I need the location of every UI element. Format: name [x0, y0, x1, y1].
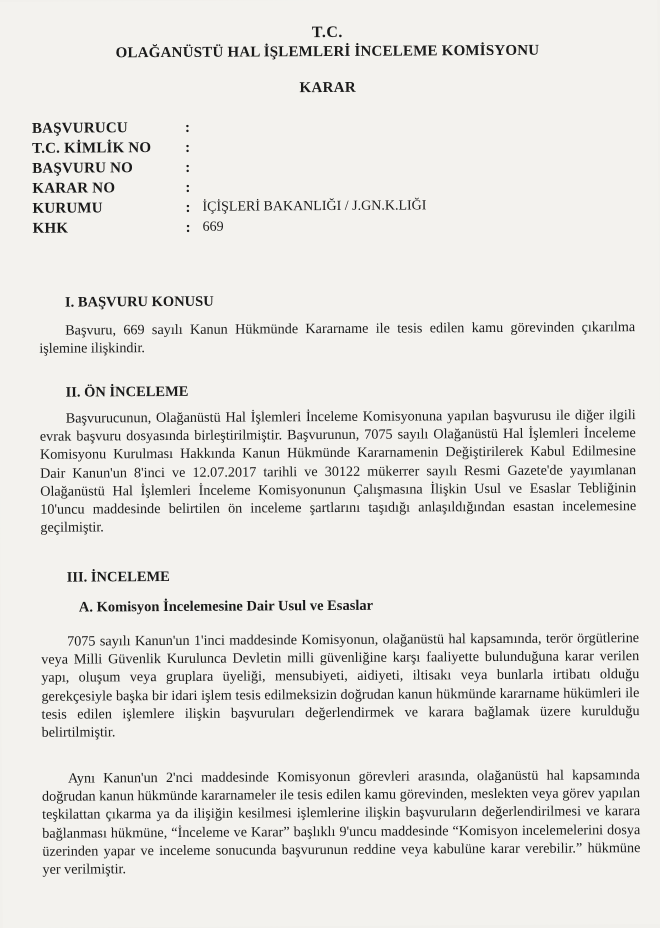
metadata-row-khk [33, 215, 593, 238]
metadata-label: T.C. KİMLİK NO [32, 140, 152, 157]
metadata-colon: : [184, 119, 190, 136]
paragraph-text: 7075 sayılı Kanun'un 1'inci maddesinde Komisyonun, olağanüstü hal kapsamında, terör örgütlerine veya Milli Güvenlik Kurulunca Devletin milli güvenliğine karşı faaliyette bulunduğuna karar verilen yapı, oluşum veya gruplara üyeliği, mensubiyeti, aidiyeti, iltisakı veya bunlarla irtibatı olduğu gerekçesiyle başka bir idari işlem tesis edilmeksizin doğrudan kanun hükmünde kararname hükümleri ile tesis edilen işlemlere ilişkin başvuruları değerlendirmek ve karara bağlamak üzere kurulduğu belirtilmiştir. [41, 630, 640, 741]
header-doc-type: KARAR [299, 79, 357, 97]
paragraph-text: Aynı Kanun'un 2'nci maddesinde Komisyonun görevleri arasında, olağanüstü hal kapsamında doğrudan kanun hükmünde kararnameler ile tesis edilen kamu görevinden, meslekten veya görev yapılan teşkilattan çıkarma ya da ilişiğin kesilmesi işlemlerine ilişkin başvuruların değerlendirilmesi ve karara bağlanması hükmüne, “İnceleme ve Karar” başlıklı 9'uncu maddesinde “Komisyon incelemelerini dosya üzerinden yapar ve inceleme sonucunda başvurunun reddine veya kabulüne karar verebilir.” hükmüne yer verilmiştir. [41, 767, 641, 878]
metadata-value: 669 [202, 219, 224, 235]
metadata-block [32, 115, 593, 238]
metadata-colon: : [185, 179, 191, 196]
paragraph-application-subject [39, 318, 635, 358]
metadata-label: KHK [32, 220, 69, 237]
metadata-label: KURUMU [32, 200, 103, 217]
paragraph-preliminary-review [40, 406, 637, 537]
metadata-colon: : [185, 139, 191, 156]
metadata-label: BAŞVURU NO [32, 160, 134, 177]
section-title-application-subject: I. BAŞVURU KONUSU [64, 293, 214, 311]
metadata-label: BAŞVURUCU [31, 120, 128, 137]
subsection-title-procedures: A. Komisyon İncelemesine Dair Usul ve Esaslar [78, 597, 374, 616]
metadata-colon: : [185, 219, 191, 236]
header-tc: T.C. [311, 23, 343, 42]
metadata-label: KARAR NO [32, 180, 116, 197]
paragraph-procedures-1 [41, 629, 640, 742]
paragraph-text: Başvuru, 669 sayılı Kanun Hükmünde Kararname ile tesis edilen kamu görevinden çıkarılma işlemine ilişkindir. [39, 319, 636, 357]
section-title-preliminary-review: II. ÖN İNCELEME [65, 383, 189, 401]
section-title-review: III. İNCELEME [66, 568, 170, 586]
paragraph-procedures-2 [42, 766, 641, 879]
metadata-value: İÇİŞLERİ BAKANLIĞI / J.GN.K.LIĞI [202, 198, 427, 215]
metadata-colon: : [185, 159, 191, 176]
paragraph-text: Başvurucunun, Olağanüstü Hal İşlemleri İnceleme Komisyonuna yapılan başvurusu ile diğer ilgili evrak başvuru dosyasında birleştirilmiştir. Başvurunun, 7075 sayılı Olağanüstü Hal İşlemleri İnceleme Komisyonu Kurulması Hakkında Kanun Hükmünde Kararnamenin Değiştirilerek Kabul Edilmesine Dair Kanun'un 8'inci ve 12.07.2017 tarihli ve 30122 mükerrer sayılı Resmi Gazete'de yayımlanan Olağanüstü Hal İşlemleri İnceleme Komisyonunun Çalışmasına İlişkin Usul ve Esaslar Tebliğinin 10'uncu maddesinde belirtilen ön inceleme şartlarını taşıdığı anlaşıldığından esastan incelemesine geçilmiştir. [39, 407, 637, 536]
metadata-colon: : [185, 199, 191, 216]
header-institution: OLAĞANÜSTÜ HAL İŞLEMLERİ İNCELEME KOMİSYONU [115, 42, 540, 62]
